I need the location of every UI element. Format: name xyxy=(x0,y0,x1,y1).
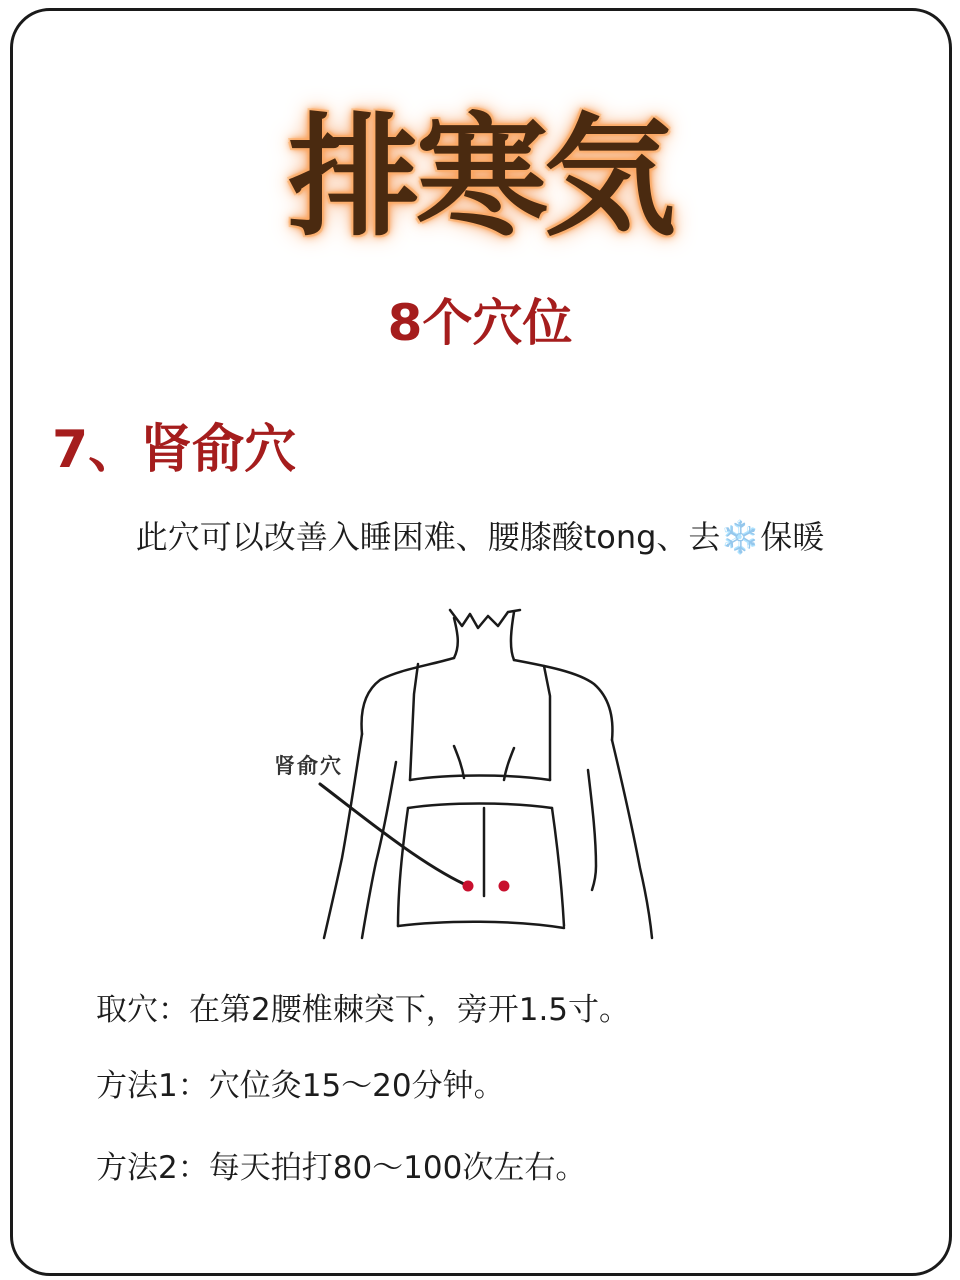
method-1-text: 方法1：穴位灸15～20分钟。 xyxy=(96,1068,505,1104)
right-strap xyxy=(544,666,550,780)
page-subtitle: 8个穴位 xyxy=(387,294,573,352)
leader-line xyxy=(320,784,464,884)
neck-left xyxy=(454,618,458,658)
right-arm-inner xyxy=(588,770,596,890)
section-intro: 此穴可以改善入睡困难、腰膝酸tong、去❄️保暖 xyxy=(135,518,825,556)
neck-right xyxy=(511,612,514,660)
right-arm-outer xyxy=(612,740,652,938)
left-strap xyxy=(410,664,418,780)
bra-band-bottom xyxy=(408,804,552,809)
left-arm-inner xyxy=(362,762,396,938)
acupoint-label: 肾俞穴 xyxy=(274,754,343,778)
left-shoulder xyxy=(362,658,454,734)
section-heading: 7、肾俞穴 xyxy=(52,420,297,480)
hair-outline xyxy=(450,610,520,628)
right-shoulder xyxy=(514,660,612,740)
acupoint-left xyxy=(463,881,474,892)
torso-right xyxy=(552,808,564,926)
torso-left xyxy=(398,808,408,926)
acupoint-right xyxy=(499,881,510,892)
page-title: 排寒気 xyxy=(288,101,672,255)
left-blade xyxy=(454,746,464,778)
location-text: 取穴：在第2腰椎棘突下，旁开1.5寸。 xyxy=(96,992,631,1028)
bra-band-top xyxy=(410,776,550,781)
waistband xyxy=(398,922,564,928)
method-2-text: 方法2：每天拍打80～100次左右。 xyxy=(96,1150,587,1186)
